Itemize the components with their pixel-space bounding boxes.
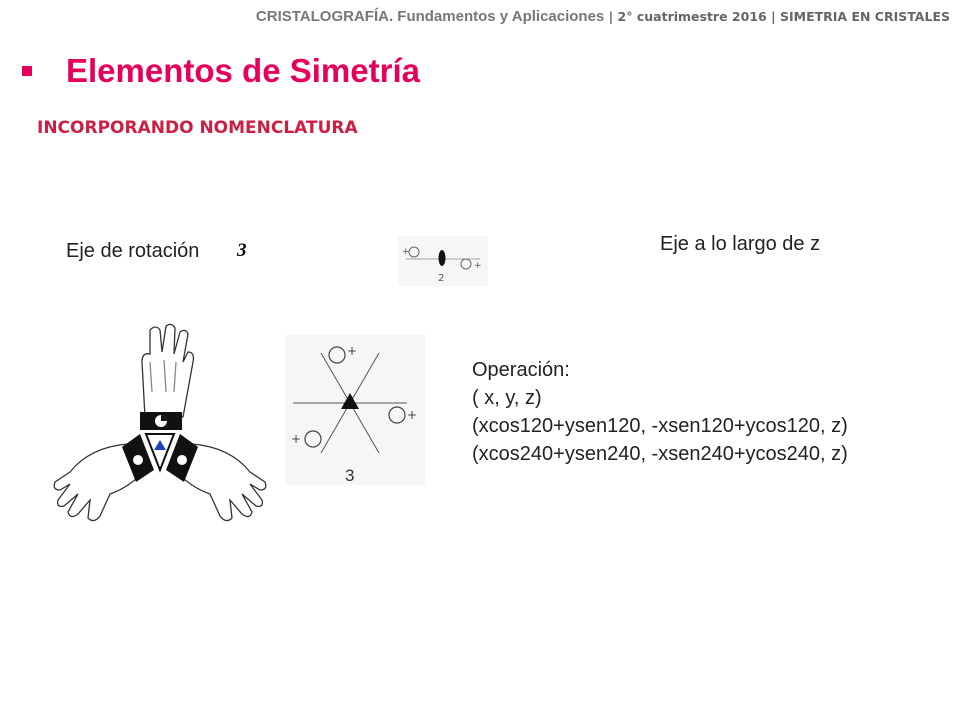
svg-text:+: + [291,432,302,446]
operation-block [472,356,848,468]
threefold-number: 3 [345,466,355,485]
hand-top-icon [142,324,193,417]
threefold-triangle-icon [154,440,166,450]
three-hands-illustration [50,322,272,527]
slide-subtitle: INCORPORANDO NOMENCLATURA [37,118,358,138]
operation-line: ( x, y, z) [472,387,542,409]
square-bullet-icon [22,66,32,76]
slide-header [256,8,950,25]
twofold-axis-diagram [398,236,488,286]
operation-line: Operación: [472,359,570,381]
twofold-lens-icon [439,250,446,266]
course-title: CRISTALOGRAFÍA. Fundamentos y Aplicaciones [255,8,605,25]
operation-line: (xcos120+ysen120, -xsen120+ycos120, z) [472,415,848,437]
rotation-axis-label: Eje de rotación [66,240,200,262]
slide-title: Elementos de Simetría [66,52,420,89]
twofold-number: 2 [438,273,445,284]
threefold-axis-diagram [285,335,425,485]
svg-text:+: + [474,261,482,271]
course-meta: | 2° cuatrimestre 2016 | SIMETRIA EN CRISTALES [604,9,950,24]
svg-text:+: + [407,408,418,422]
title-row [22,52,420,90]
svg-text:+: + [402,247,410,257]
operation-line: (xcos240+ysen240, -xsen240+ycos240, z) [472,443,848,465]
axis-along-z-label: Eje a lo largo de z [660,233,821,255]
svg-text:+: + [347,344,358,358]
rotation-order-number: 3 [237,240,247,261]
